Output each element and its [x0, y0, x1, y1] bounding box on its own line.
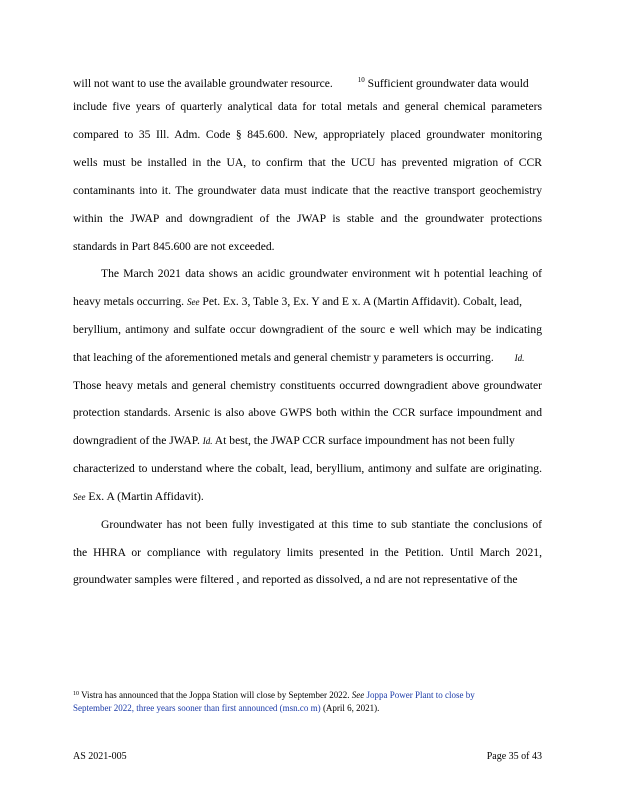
citation-signal: Id. [514, 353, 525, 363]
footnote-reference[interactable]: 10 [357, 76, 365, 84]
citation-signal: See [73, 492, 86, 502]
footnote-text: (April 6, 2021). [322, 703, 380, 713]
body-line: within the JWAP and downgradient of the JWAP is stable and the groundwater protections [73, 212, 542, 225]
body-line [73, 295, 542, 309]
body-text: At best, the JWAP CCR surface impoundment has not been fully [214, 434, 515, 447]
citation-signal: Id. [202, 436, 213, 446]
body-text: Pet. Ex. 3, Table 3, Ex. Y and E x. A (Martin Affidavit). Cobalt, lead, [202, 295, 522, 308]
body-line [73, 490, 542, 504]
body-line: beryllium, antimony and sulfate occur downgradient of the sourc e well which may be indicating [73, 323, 542, 336]
body-line [73, 73, 542, 91]
body-line: The March 2021 data shows an acidic groundwater environment wit h potential leaching of [101, 267, 542, 280]
body-line: wells must be installed in the UA, to confirm that the UCU has prevented migration of CCR [73, 156, 542, 169]
footnote [73, 702, 533, 714]
footnote-link[interactable]: Joppa Power Plant to close by [366, 690, 475, 700]
body-line: Those heavy metals and general chemistry constituents occurred downgradient above groundwater [73, 379, 542, 392]
body-text: heavy metals occurring. [73, 295, 185, 308]
citation-signal: See [351, 690, 365, 700]
body-line: groundwater samples were filtered , and reported as dissolved, a nd are not representative of the [73, 573, 518, 586]
body-line [73, 434, 542, 448]
page-number: Page 35 of 43 [486, 751, 542, 762]
body-line: compared to 35 Ill. Adm. Code § 845.600. New, appropriately placed groundwater monitoring [73, 128, 542, 141]
body-line: standards in Part 845.600 are not exceeded. [73, 240, 275, 253]
body-line: the HHRA or compliance with regulatory limits presented in the Petition. Until March 2021, [73, 546, 542, 559]
case-number: AS 2021-005 [73, 751, 127, 762]
body-text: that leaching of the aforementioned metals and general chemistr y parameters is occurring. [73, 351, 494, 364]
body-line [73, 351, 542, 365]
body-line: contaminants into it. The groundwater data must indicate that the reactive transport geochemistry [73, 184, 542, 197]
body-line: include five years of quarterly analytical data for total metals and general chemical parameters [73, 100, 542, 113]
footnote-number: 10 [73, 691, 79, 697]
footnote-text: Vistra has announced that the Joppa Station will close by September 2022. [81, 690, 350, 700]
footnote [73, 688, 533, 701]
body-text: Ex. A (Martin Affidavit). [88, 490, 204, 503]
body-text: will not want to use the available groundwater resource. [73, 77, 333, 90]
footnote-link[interactable]: September 2022, three years sooner than first announced (msn.co m) [73, 703, 321, 713]
body-text: downgradient of the JWAP. [73, 434, 200, 447]
citation-signal: See [186, 297, 200, 307]
body-text: Sufficient groundwater data would [367, 77, 529, 90]
body-line: protection standards. Arsenic is also above GWPS both within the CCR surface impoundment and [73, 406, 542, 419]
body-line: characterized to understand where the cobalt, lead, beryllium, antimony and sulfate are originating. [73, 462, 542, 475]
body-line: Groundwater has not been fully investigated at this time to sub stantiate the conclusions of [101, 518, 542, 531]
